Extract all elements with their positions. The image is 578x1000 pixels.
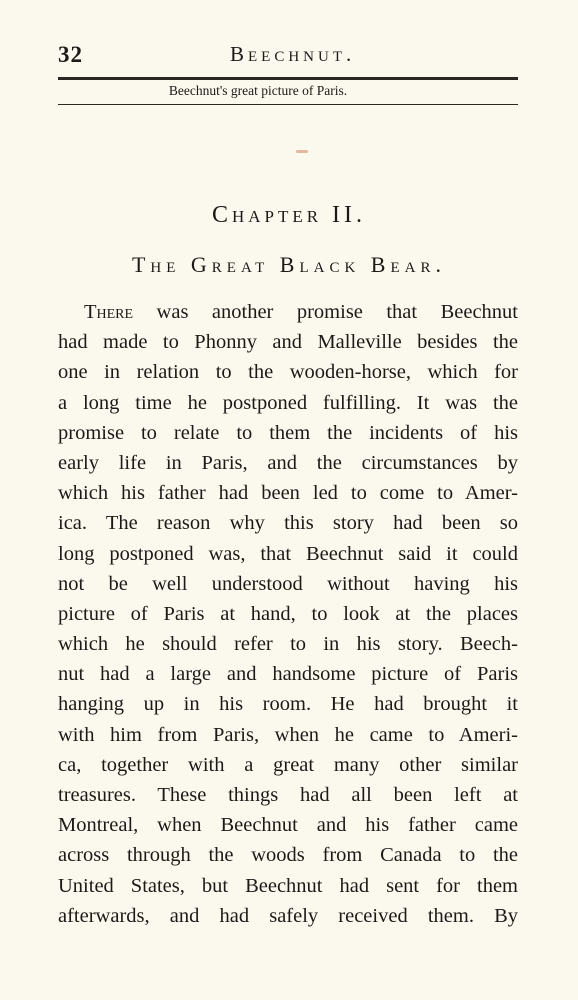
text-line: picture of Paris at hand, to look at the places — [58, 602, 518, 625]
text-line: one in relation to the wooden-horse, which for — [58, 361, 518, 384]
text-line: early life in Paris, and the circumstances by — [58, 451, 518, 474]
text-line: nut had a large and handsome picture of Paris — [58, 663, 518, 686]
text-line: long postponed was, that Beechnut said it could — [58, 542, 518, 565]
page-number: 32 — [58, 42, 83, 67]
header-rule-top — [58, 77, 518, 80]
page-header — [58, 42, 518, 72]
text-line: with him from Paris, when he came to Ameri- — [58, 723, 518, 746]
text-line: treasures. These things had all been left at — [58, 784, 518, 806]
text-line — [58, 297, 518, 327]
running-caption: Beechnut's great picture of Paris. — [168, 83, 348, 98]
text-line: hanging up in his room. He had brought it — [58, 693, 518, 716]
paper-stain — [296, 150, 308, 153]
text-line: which his father had been led to come to Amer- — [58, 482, 518, 505]
text-line: ica. The reason why this story had been so — [58, 512, 518, 535]
chapter-heading: Chapter II. — [211, 202, 367, 228]
running-title: Beechnut. — [230, 42, 356, 66]
text-line: which he should refer to in his story. Beech- — [58, 633, 518, 656]
text-line: Montreal, when Beechnut and his father came — [58, 814, 518, 837]
text-line: across through the woods from Canada to the — [58, 844, 518, 867]
text-line: not be well understood without having his — [58, 572, 518, 595]
body-text — [58, 297, 518, 931]
text-line: a long time he postponed fulfilling. It was the — [58, 391, 518, 414]
text-line: had made to Phonny and Malleville besides the — [58, 331, 518, 354]
text-line: promise to relate to them the incidents of his — [58, 421, 518, 444]
chapter-title: The Great Black Bear. — [131, 252, 446, 277]
header-rule-bottom — [58, 104, 518, 105]
line-text: was another promise that Beechnut — [133, 301, 518, 323]
text-line: afterwards, and had safely received them. By — [58, 904, 518, 927]
text-line: ca, together with a great many other similar — [58, 753, 518, 776]
lead-word: There — [84, 301, 134, 323]
text-line: United States, but Beechnut had sent for them — [58, 874, 518, 897]
